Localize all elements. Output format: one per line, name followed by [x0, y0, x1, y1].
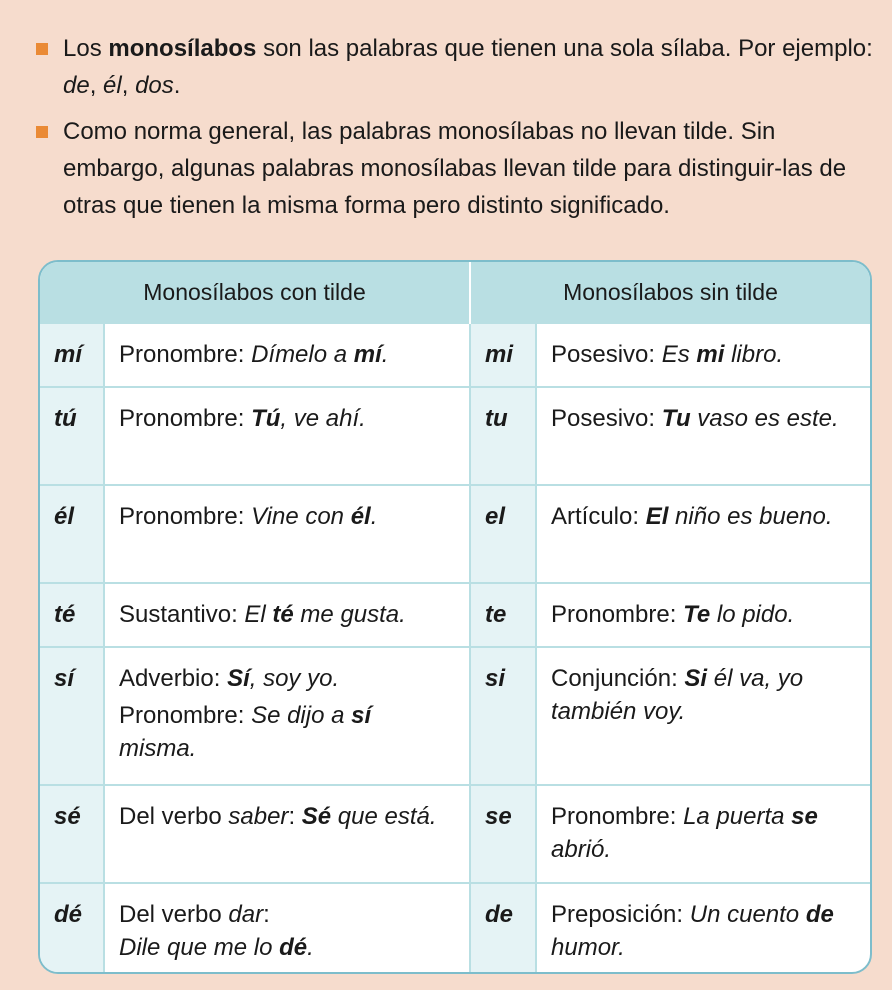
definition-with-accent: Pronombre: Tú, ve ahí. — [104, 387, 470, 485]
definition-with-accent: Del verbo dar: Dile que me lo dé. — [104, 883, 470, 972]
bullet-monosilabos — [36, 30, 876, 104]
word-without-accent: tu — [470, 387, 536, 485]
word-without-accent: te — [470, 583, 536, 647]
word-without-accent: el — [470, 485, 536, 583]
word-with-accent: sé — [40, 785, 104, 883]
word-with-accent: tú — [40, 387, 104, 485]
table-row — [40, 387, 870, 485]
header-without-accent: Monosílabos sin tilde — [470, 262, 870, 323]
definition-without-accent: Artículo: El niño es bueno. — [536, 485, 870, 583]
bullet-text: Los monosílabos son las palabras que tienen una sola sílaba. Por ejemplo: de, él, dos. — [63, 35, 873, 99]
definition-with-accent: Sustantivo: El té me gusta. — [104, 583, 470, 647]
word-with-accent: té — [40, 583, 104, 647]
definition-with-accent: Pronombre: Vine con él. — [104, 485, 470, 583]
definition-without-accent: Conjunción: Si él va, yo también voy. — [536, 647, 870, 785]
intro-bullets — [36, 30, 876, 233]
word-without-accent: mi — [470, 323, 536, 387]
table-row — [40, 647, 870, 785]
bullet-square-icon — [36, 126, 48, 138]
definition-with-accent: Pronombre: Dímelo a mí. — [104, 323, 470, 387]
bullet-text: Como norma general, las palabras monosílabas no llevan tilde. Sin embargo, algunas palabras monosílabas llevan tilde para distinguir-las de otras que tienen la misma forma pero distinto significado. — [63, 118, 847, 219]
table-row — [40, 883, 870, 972]
bullet-norma-general — [36, 113, 876, 224]
definition-with-accent: Del verbo saber: Sé que está. — [104, 785, 470, 883]
header-with-accent: Monosílabos con tilde — [40, 262, 470, 323]
word-with-accent: él — [40, 485, 104, 583]
definition-without-accent: Preposición: Un cuento de humor. — [536, 883, 870, 972]
table-row — [40, 323, 870, 387]
word-without-accent: se — [470, 785, 536, 883]
word-with-accent: dé — [40, 883, 104, 972]
table-row — [40, 583, 870, 647]
monosyllables-table — [38, 260, 872, 974]
bullet-square-icon — [36, 43, 48, 55]
word-with-accent: mí — [40, 323, 104, 387]
definition-without-accent: Posesivo: Tu vaso es este. — [536, 387, 870, 485]
table-row — [40, 785, 870, 883]
word-with-accent: sí — [40, 647, 104, 785]
definition-with-accent: Adverbio: Sí, soy yo. Pronombre: Se dijo a sí misma. — [104, 647, 470, 785]
definition-without-accent: Pronombre: Te lo pido. — [536, 583, 870, 647]
word-without-accent: si — [470, 647, 536, 785]
table-row — [40, 485, 870, 583]
word-without-accent: de — [470, 883, 536, 972]
definition-without-accent: Pronombre: La puerta se abrió. — [536, 785, 870, 883]
definition-without-accent: Posesivo: Es mi libro. — [536, 323, 870, 387]
